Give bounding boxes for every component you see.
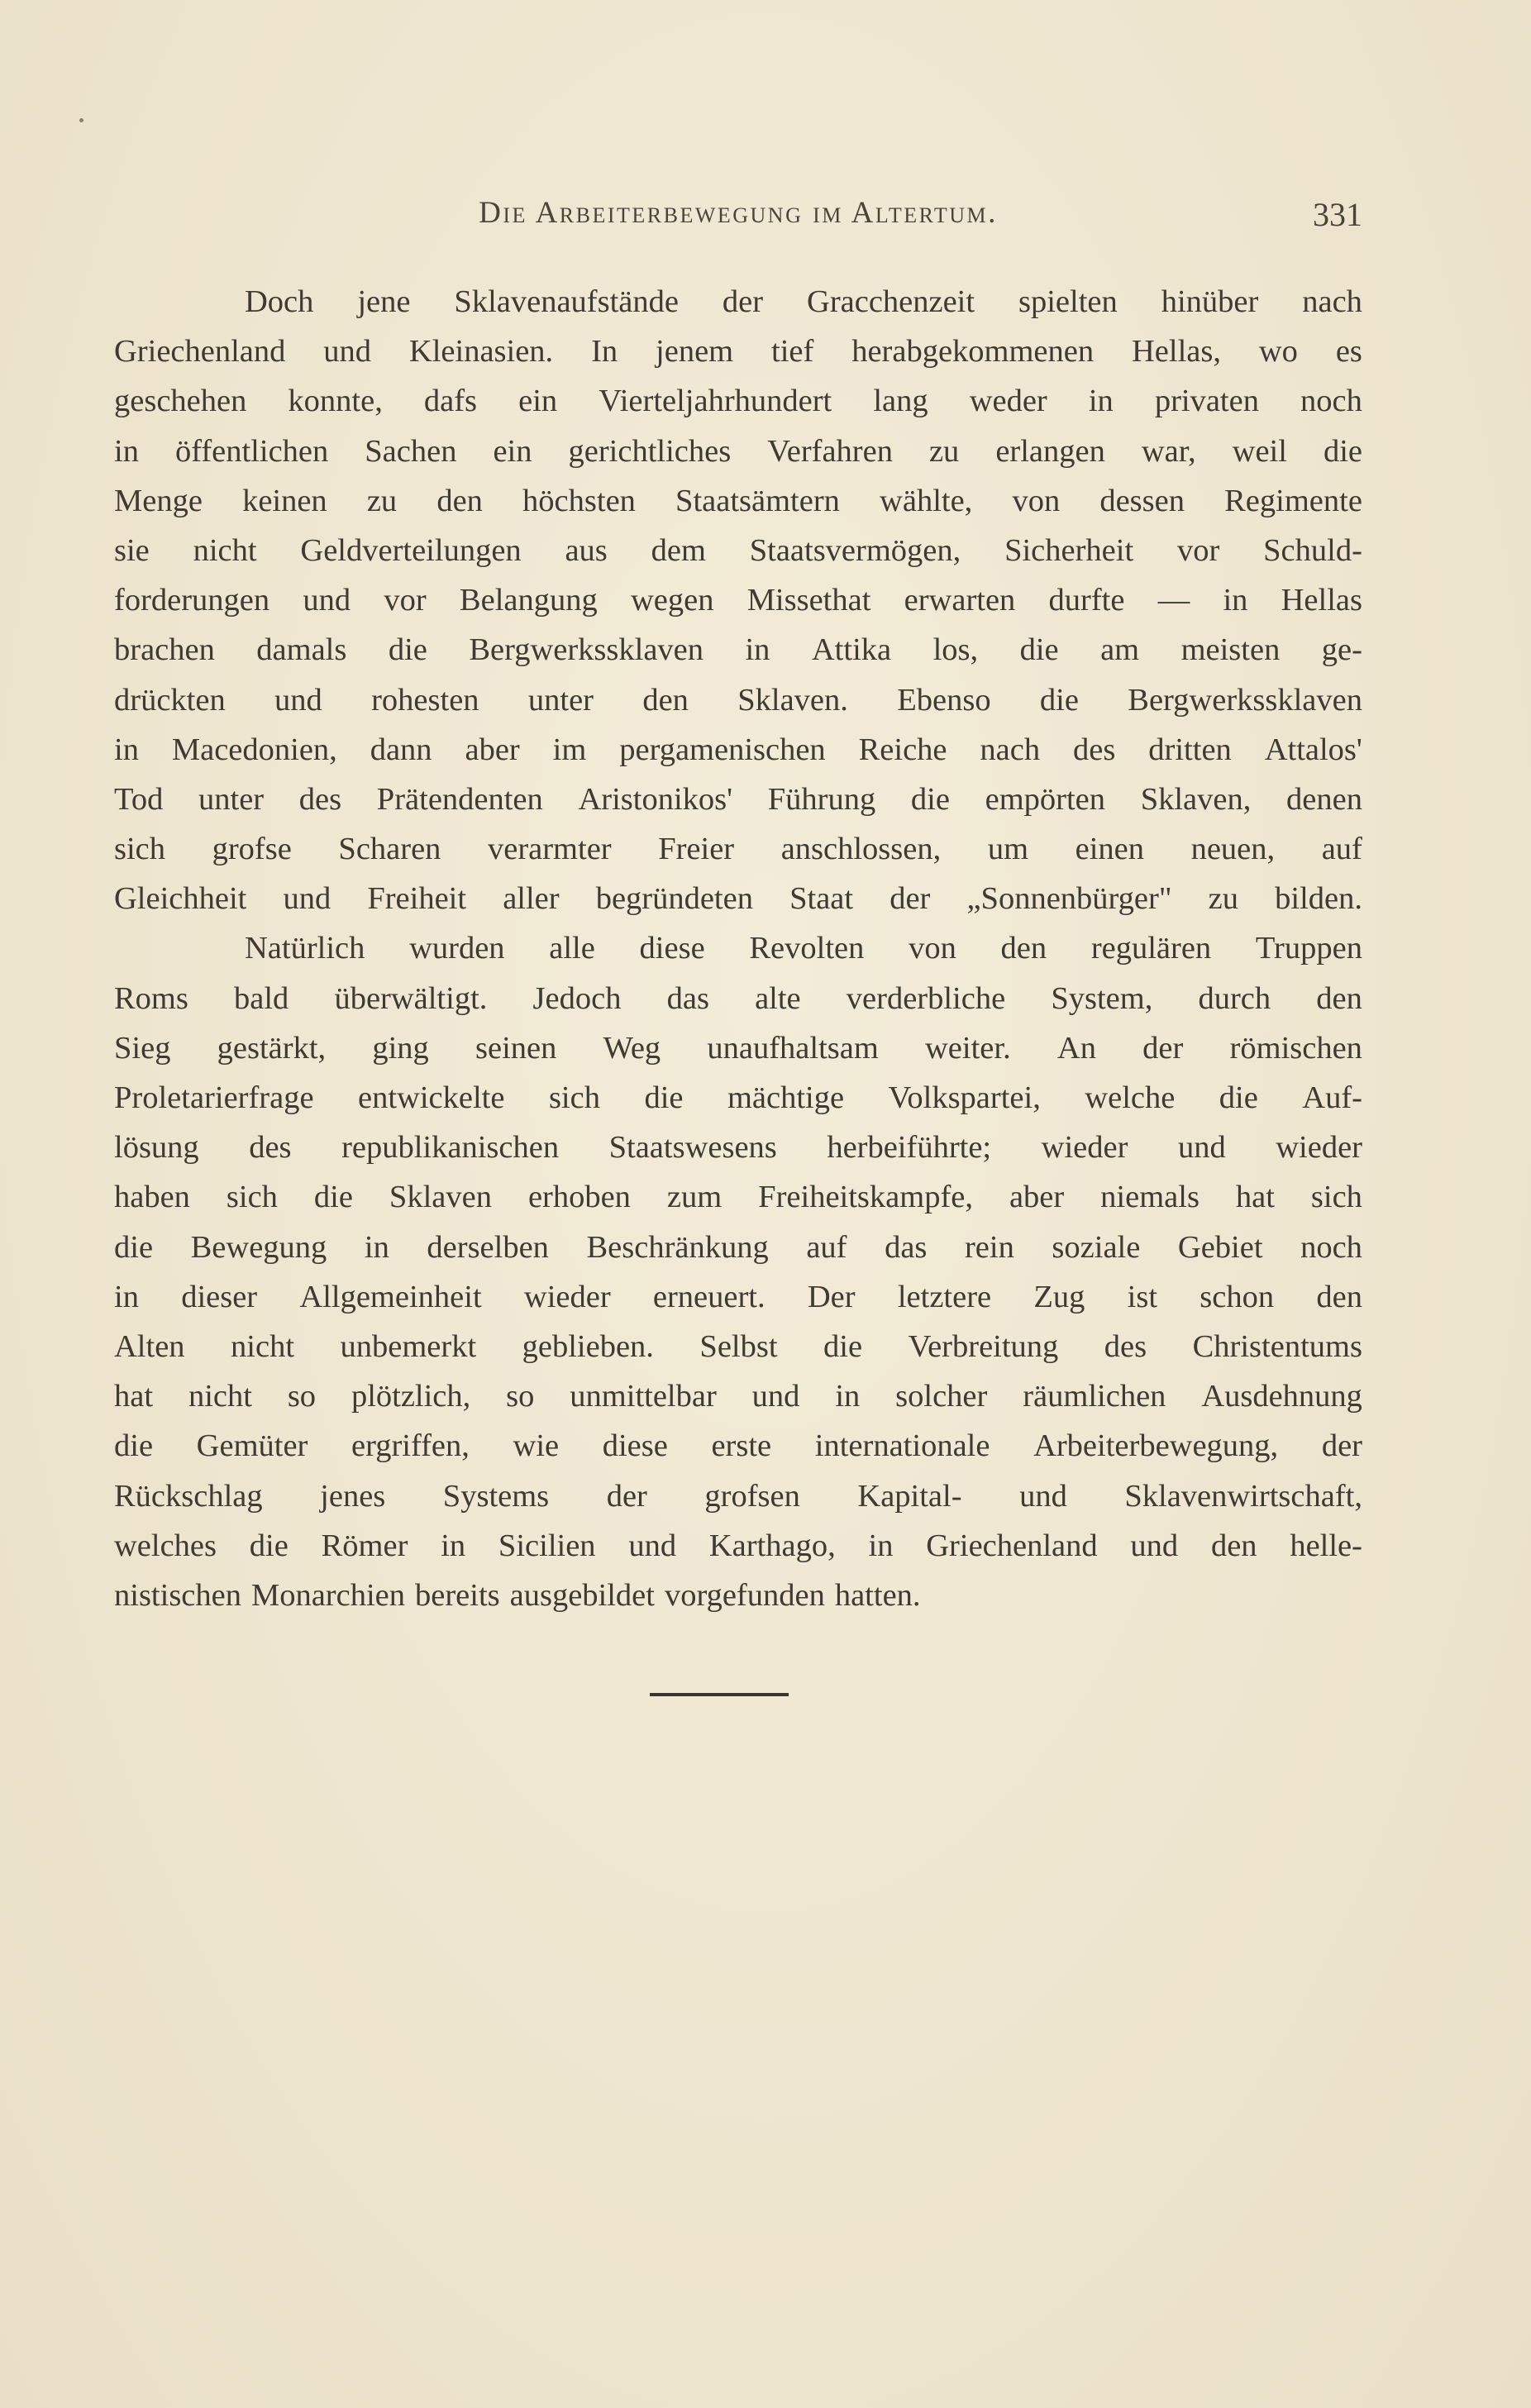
- word: tief: [771, 334, 814, 370]
- word: den: [436, 483, 483, 518]
- text-line: [114, 1123, 1362, 1172]
- word: ging: [372, 1030, 429, 1066]
- word: nicht: [231, 1328, 295, 1364]
- word: dieser: [181, 1279, 258, 1314]
- word: sich: [1310, 1180, 1362, 1215]
- word: mächtige: [727, 1080, 845, 1115]
- word: dann: [370, 732, 432, 767]
- word: keinen: [242, 483, 327, 518]
- word: nicht: [188, 1379, 252, 1414]
- word: und: [628, 1528, 677, 1563]
- word: Monarchien: [250, 1577, 405, 1613]
- word: welche: [1085, 1080, 1176, 1115]
- word: Scharen: [338, 832, 441, 867]
- running-title: Die Arbeiterbewegung im Altertum.: [479, 196, 998, 230]
- word: entwickelte: [358, 1080, 505, 1115]
- word: Roms: [114, 980, 188, 1016]
- word: Ebenso: [897, 682, 991, 718]
- word: noch: [1300, 1229, 1362, 1265]
- word: „Sonnenbürger": [966, 881, 1172, 917]
- word: haben: [114, 1180, 190, 1215]
- word: unaufhaltsam: [707, 1030, 879, 1066]
- word: Freier: [658, 832, 735, 867]
- word: seinen: [475, 1030, 557, 1066]
- word: Gemüter: [196, 1428, 308, 1464]
- text-line: [114, 1571, 1362, 1620]
- word: Macedonien,: [171, 732, 337, 767]
- word: sich: [548, 1080, 600, 1115]
- text-line: [114, 476, 1362, 526]
- word: Kapital-: [857, 1478, 962, 1514]
- word: des: [1104, 1328, 1147, 1364]
- word: lang: [873, 384, 928, 419]
- word: bilden.: [1275, 881, 1362, 917]
- word: Auf-: [1302, 1080, 1362, 1115]
- word: vorgefunden: [664, 1577, 825, 1613]
- word: Aristonikos': [578, 781, 733, 817]
- word: unter: [527, 682, 594, 718]
- word: nicht: [193, 532, 257, 568]
- word: Reiche: [858, 732, 947, 767]
- word: vor: [384, 583, 427, 618]
- word: Gebiet: [1177, 1229, 1263, 1265]
- word: geschehen: [114, 384, 247, 419]
- word: Kleinasien.: [408, 334, 554, 370]
- word: drückten: [114, 682, 226, 718]
- word: Griechenland: [926, 1528, 1098, 1563]
- word: Selbst: [699, 1328, 778, 1364]
- word: erwarten: [904, 583, 1016, 618]
- word: Sklaven: [389, 1180, 492, 1215]
- word: Sicilien: [498, 1528, 596, 1563]
- word: Alten: [114, 1328, 185, 1364]
- word: Gleichheit: [114, 881, 247, 917]
- word: es: [1335, 334, 1362, 370]
- word: Verfahren: [767, 433, 893, 469]
- word: Staatswesens: [608, 1130, 777, 1166]
- word: hinüber: [1161, 284, 1259, 319]
- word: sich: [114, 832, 166, 867]
- word: bereits: [415, 1577, 500, 1613]
- word: der: [1142, 1030, 1184, 1066]
- word: und: [323, 334, 372, 370]
- word: aller: [503, 881, 560, 917]
- word: Gracchenzeit: [807, 284, 975, 319]
- word: Geldverteilungen: [300, 532, 522, 568]
- word: plötzlich,: [351, 1379, 471, 1414]
- word: die: [388, 632, 427, 668]
- word: der: [722, 284, 764, 319]
- word: nistischen: [114, 1577, 241, 1613]
- word: alte: [755, 980, 801, 1016]
- text-line: [114, 923, 1362, 973]
- word: derselben: [427, 1229, 549, 1265]
- word: konnte,: [288, 384, 383, 419]
- word: der: [606, 1478, 647, 1514]
- word: Karthago,: [708, 1528, 836, 1563]
- word: weiter.: [925, 1030, 1011, 1066]
- word: die: [1323, 433, 1362, 469]
- word: und: [1019, 1478, 1067, 1514]
- text-line: [114, 427, 1362, 476]
- word: durfte: [1048, 583, 1125, 618]
- word: wieder: [1041, 1130, 1128, 1166]
- word: den: [1000, 931, 1047, 966]
- word: Staatsämtern: [675, 483, 840, 518]
- word: nach: [980, 732, 1041, 767]
- word: so: [287, 1379, 317, 1414]
- word: und: [274, 682, 322, 718]
- word: ein: [493, 433, 532, 469]
- word: spielten: [1018, 284, 1118, 319]
- word: Arbeiterbewegung,: [1033, 1428, 1279, 1464]
- word: Menge: [114, 483, 203, 518]
- word: grofsen: [704, 1478, 800, 1514]
- word: erneuert.: [652, 1279, 766, 1314]
- word: Missethat: [746, 583, 871, 618]
- word: die: [910, 781, 950, 817]
- word: erlangen: [995, 433, 1105, 469]
- text-line: [114, 775, 1362, 824]
- word: aber: [465, 732, 520, 767]
- word: in: [745, 632, 770, 668]
- word: am: [1100, 632, 1140, 668]
- word: dafs: [423, 384, 478, 419]
- word: und: [303, 583, 351, 618]
- word: jenes: [320, 1478, 386, 1514]
- word: Griechenland: [114, 334, 286, 370]
- word: dritten: [1148, 732, 1232, 767]
- word: Staat: [789, 881, 854, 917]
- word: denen: [1286, 781, 1362, 817]
- word: In: [591, 334, 618, 370]
- word: auf: [806, 1229, 847, 1265]
- word: herabgekommenen: [851, 334, 1095, 370]
- word: gestärkt,: [217, 1030, 327, 1066]
- word: unmittelbar: [570, 1379, 717, 1414]
- word: römischen: [1229, 1030, 1362, 1066]
- word: wurden: [409, 931, 505, 966]
- word: sich: [226, 1180, 278, 1215]
- word: bald: [234, 980, 289, 1016]
- word: Führung: [767, 781, 876, 817]
- text-line: [114, 1371, 1362, 1421]
- word: privaten: [1154, 384, 1259, 419]
- word: Attalos': [1264, 732, 1362, 767]
- word: niemals: [1100, 1180, 1200, 1215]
- word: Sklaven.: [737, 682, 848, 718]
- word: hatten.: [834, 1577, 921, 1613]
- text-line: [114, 1172, 1362, 1222]
- text-line: [114, 1471, 1362, 1521]
- text-line: [114, 1521, 1362, 1571]
- word: System,: [1051, 980, 1153, 1016]
- word: zu: [366, 483, 398, 518]
- end-rule: [650, 1693, 789, 1696]
- word: begründeten: [595, 881, 753, 917]
- text-line: [114, 625, 1362, 675]
- word: die: [313, 1180, 353, 1215]
- word: jene: [357, 284, 411, 319]
- word: Hellas,: [1132, 334, 1221, 370]
- word: ein: [518, 384, 558, 419]
- word: anschlossen,: [780, 832, 942, 867]
- word: verarmter: [487, 832, 612, 867]
- word: aus: [565, 532, 608, 568]
- word: die: [644, 1080, 684, 1115]
- word: Verbreitung: [908, 1328, 1059, 1364]
- word: die: [1219, 1080, 1258, 1115]
- word: höchsten: [522, 483, 636, 518]
- text-line: [114, 575, 1362, 625]
- word: brachen: [114, 632, 215, 668]
- word: rein: [964, 1229, 1014, 1265]
- word: Rückschlag: [114, 1478, 263, 1514]
- word: soziale: [1052, 1229, 1141, 1265]
- word: Belangung: [459, 583, 598, 618]
- word: lösung: [114, 1130, 199, 1166]
- word: letztere: [897, 1279, 992, 1314]
- word: wo: [1258, 334, 1298, 370]
- text-line: [114, 277, 1362, 327]
- word: meisten: [1180, 632, 1281, 668]
- word: die: [114, 1229, 154, 1265]
- word: grofse: [212, 832, 292, 867]
- word: dessen: [1099, 483, 1185, 518]
- word: —: [1157, 583, 1190, 618]
- word: Sieg: [114, 1030, 171, 1066]
- word: wieder: [1276, 1130, 1362, 1166]
- word: vor: [1176, 532, 1220, 568]
- word: in: [441, 1528, 466, 1563]
- word: Bergwerkssklaven: [469, 632, 704, 668]
- word: wählte,: [880, 483, 973, 518]
- word: zu: [1208, 881, 1239, 917]
- text-line: [114, 1322, 1362, 1371]
- word: die: [823, 1328, 863, 1364]
- word: noch: [1300, 384, 1362, 419]
- word: Systems: [442, 1478, 550, 1514]
- word: welches: [114, 1528, 217, 1563]
- word: sie: [114, 532, 150, 568]
- word: hat: [1235, 1180, 1275, 1215]
- word: von: [909, 931, 956, 966]
- word: diese: [602, 1428, 668, 1464]
- word: Sklavenaufstände: [454, 284, 679, 319]
- word: internationale: [814, 1428, 990, 1464]
- margin-mark: [79, 118, 83, 122]
- word: Zug: [1033, 1279, 1085, 1314]
- word: pergamenischen: [619, 732, 826, 767]
- text-line: [114, 675, 1362, 725]
- word: auf: [1321, 832, 1362, 867]
- word: Volkspartei,: [888, 1080, 1041, 1115]
- word: in: [835, 1379, 861, 1414]
- text-line: [114, 1073, 1362, 1123]
- word: dem: [651, 532, 706, 568]
- word: hat: [114, 1379, 154, 1414]
- word: schon: [1200, 1279, 1275, 1314]
- word: unter: [198, 781, 265, 817]
- word: wieder: [523, 1279, 611, 1314]
- word: nach: [1302, 284, 1362, 319]
- word: in: [364, 1229, 389, 1265]
- word: zu: [928, 433, 960, 469]
- word: Bewegung: [190, 1229, 327, 1265]
- word: im: [552, 732, 587, 767]
- word: das: [885, 1229, 928, 1265]
- word: An: [1056, 1030, 1096, 1066]
- word: den: [1210, 1528, 1257, 1563]
- word: Tod: [114, 781, 164, 817]
- word: Truppen: [1255, 931, 1362, 966]
- word: den: [1316, 1279, 1362, 1314]
- word: räumlichen: [1023, 1379, 1166, 1414]
- word: Vierteljahrhundert: [599, 384, 832, 419]
- word: erhoben: [527, 1180, 631, 1215]
- page-number: 331: [1313, 196, 1362, 233]
- word: alle: [549, 931, 595, 966]
- word: des: [249, 1130, 292, 1166]
- word: die: [249, 1528, 289, 1563]
- word: ergriffen,: [351, 1428, 470, 1464]
- word: die: [1019, 632, 1059, 668]
- word: wegen: [630, 583, 714, 618]
- word: und: [1130, 1528, 1179, 1563]
- word: Proletarierfrage: [114, 1080, 314, 1115]
- word: Natürlich: [245, 931, 365, 966]
- running-header: [114, 192, 1362, 241]
- word: herbeiführte;: [827, 1130, 992, 1166]
- word: rohesten: [371, 682, 479, 718]
- text-line: [114, 1223, 1362, 1272]
- word: gerichtliches: [568, 433, 732, 469]
- text-line: [114, 1421, 1362, 1471]
- word: Freiheit: [367, 881, 467, 917]
- word: so: [506, 1379, 535, 1414]
- body-text: [114, 277, 1362, 1620]
- word: weil: [1232, 433, 1287, 469]
- word: in: [114, 732, 139, 767]
- word: neuen,: [1190, 832, 1276, 867]
- word: Allgemeinheit: [299, 1279, 482, 1314]
- word: das: [666, 980, 709, 1016]
- word: helle-: [1290, 1528, 1362, 1563]
- text-line: [114, 327, 1362, 376]
- word: in: [868, 1528, 894, 1563]
- text-line: [114, 1023, 1362, 1073]
- word: Sachen: [365, 433, 457, 469]
- word: durch: [1198, 980, 1271, 1016]
- word: und: [1177, 1130, 1226, 1166]
- word: verderbliche: [846, 980, 1006, 1016]
- word: den: [1316, 980, 1362, 1016]
- word: Freiheitskampfe,: [758, 1180, 973, 1215]
- word: diese: [639, 931, 705, 966]
- word: der: [890, 881, 931, 917]
- text-line: [114, 526, 1362, 575]
- word: der: [1321, 1428, 1362, 1464]
- word: zum: [666, 1180, 723, 1215]
- word: Christentums: [1192, 1328, 1362, 1364]
- text-line: [114, 874, 1362, 923]
- word: Der: [807, 1279, 856, 1314]
- text-line: [114, 376, 1362, 426]
- word: öffentlichen: [174, 433, 329, 469]
- word: Bergwerkssklaven: [1128, 682, 1362, 718]
- word: von: [1012, 483, 1061, 518]
- word: des: [298, 781, 342, 817]
- word: und: [283, 881, 331, 917]
- word: unbemerkt: [340, 1328, 477, 1364]
- word: Sicherheit: [1004, 532, 1134, 568]
- word: um: [987, 832, 1029, 867]
- text-line: [114, 1272, 1362, 1322]
- word: empörten: [985, 781, 1106, 817]
- word: wie: [513, 1428, 560, 1464]
- word: Sklaven,: [1140, 781, 1252, 817]
- word: Attika: [811, 632, 892, 668]
- word: ge-: [1321, 632, 1362, 668]
- word: war,: [1141, 433, 1196, 469]
- word: in: [114, 1279, 139, 1314]
- word: damals: [256, 632, 347, 668]
- word: geblieben.: [522, 1328, 654, 1364]
- word: in: [114, 433, 139, 469]
- word: die: [1039, 682, 1079, 718]
- word: Doch: [245, 284, 314, 319]
- word: ist: [1127, 1279, 1158, 1314]
- word: und: [751, 1379, 800, 1414]
- word: Römer: [321, 1528, 408, 1563]
- word: überwältigt.: [334, 980, 488, 1016]
- word: Revolten: [749, 931, 865, 966]
- word: Weg: [603, 1030, 661, 1066]
- word: einen: [1075, 832, 1144, 867]
- word: des: [1073, 732, 1116, 767]
- word: los,: [932, 632, 979, 668]
- word: republikanischen: [341, 1130, 560, 1166]
- word: erste: [711, 1428, 772, 1464]
- word: Hellas: [1281, 583, 1362, 618]
- text-line: [114, 725, 1362, 775]
- word: Sklavenwirtschaft,: [1124, 1478, 1362, 1514]
- word: regulären: [1090, 931, 1212, 966]
- word: in: [1223, 583, 1248, 618]
- word: solcher: [895, 1379, 988, 1414]
- text-line: [114, 974, 1362, 1023]
- word: jenem: [656, 334, 734, 370]
- word: den: [642, 682, 689, 718]
- word: Schuld-: [1263, 532, 1362, 568]
- word: Staatsvermögen,: [749, 532, 961, 568]
- word: Prätendenten: [376, 781, 543, 817]
- word: aber: [1009, 1180, 1065, 1215]
- word: Regimente: [1224, 483, 1362, 518]
- word: Beschränkung: [586, 1229, 769, 1265]
- word: weder: [969, 384, 1047, 419]
- word: ausgebildet: [509, 1577, 655, 1613]
- word: Ausdehnung: [1201, 1379, 1362, 1414]
- word: forderungen: [114, 583, 270, 618]
- text-line: [114, 824, 1362, 874]
- word: Jedoch: [532, 980, 622, 1016]
- word: in: [1088, 384, 1114, 419]
- word: die: [114, 1428, 154, 1464]
